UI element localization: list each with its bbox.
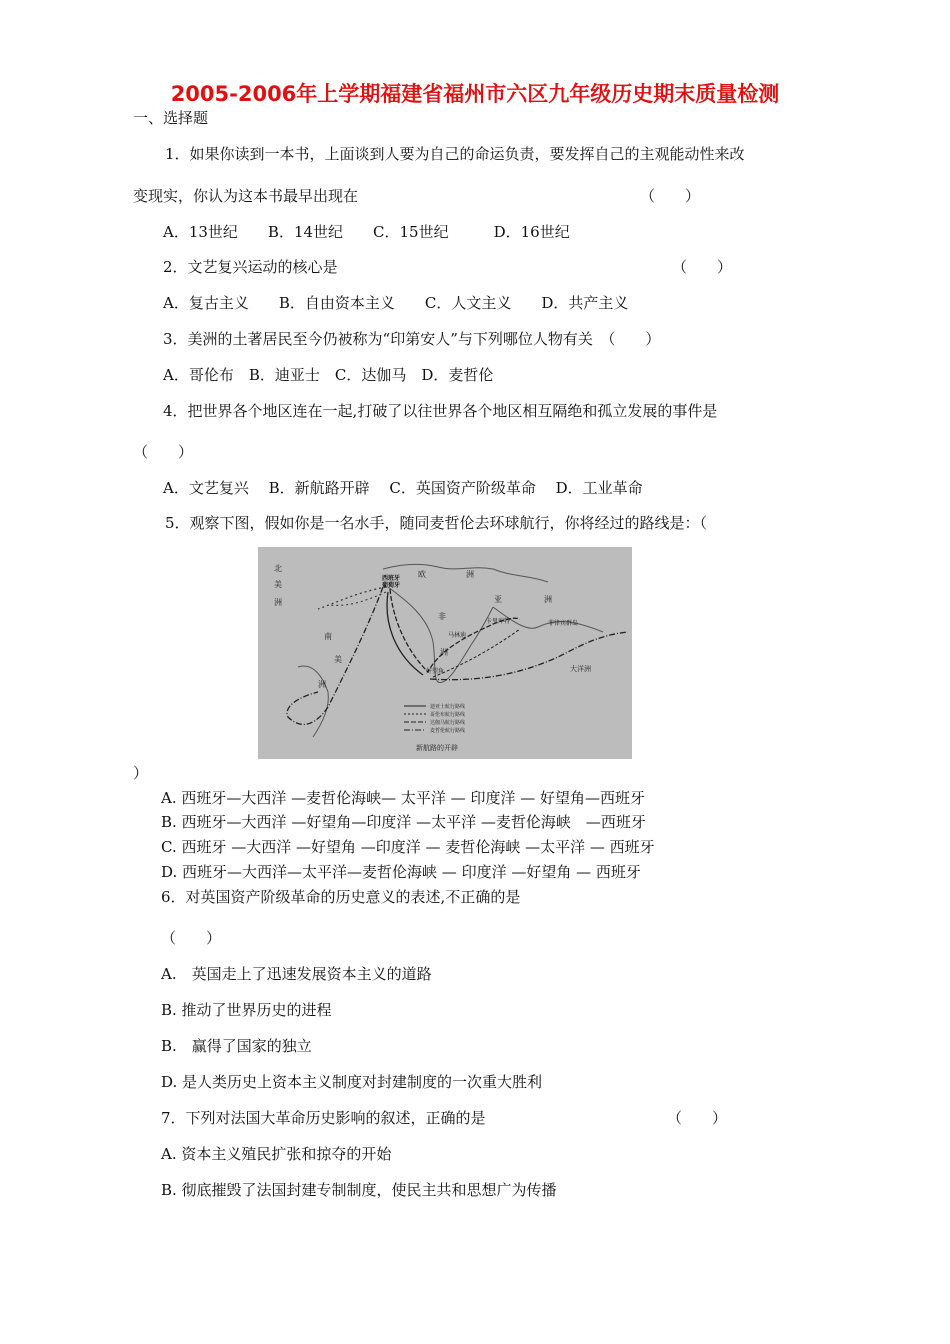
label-asia-1: 亚 <box>494 595 502 604</box>
label-portugal: 葡萄牙 <box>382 582 401 589</box>
q4-answer-blank: （ ） <box>133 443 194 461</box>
q6-option-c: B. 赢得了国家的独立 <box>161 1037 312 1055</box>
q4-options: A．文艺复兴 B．新航路开辟 C．英国资产阶级革命 D．工业革命 <box>163 479 643 497</box>
label-calicut: 卡里库特 <box>486 618 511 625</box>
label-south-america-2: 美 <box>334 655 342 664</box>
label-spain: 西班牙 <box>382 575 401 582</box>
q1-options: A．13世纪 B．14世纪 C．15世纪 D．16世纪 <box>163 223 570 241</box>
legend-dias: 迪亚士航行路线 <box>430 704 466 710</box>
q7-option-b: B. 彻底摧毁了法国封建专制制度，使民主共和思想广为传播 <box>161 1181 557 1199</box>
label-malindi: 马林迪 <box>448 632 467 639</box>
exam-title: 2005-2006年上学期福建省福州市六区九年级历史期末质量检测 <box>170 82 780 106</box>
q2-stem: 2．文艺复兴运动的核心是 <box>163 258 338 276</box>
q3-stem: 3．美洲的土著居民至今仍被称为“印第安人”与下列哪位人物有关 （ ） <box>163 330 661 348</box>
q2-options: A．复古主义 B．自由资本主义 C．人文主义 D．共产主义 <box>163 294 629 312</box>
label-asia-2: 洲 <box>544 595 552 604</box>
legend-magellan: 麦哲伦航行路线 <box>430 728 466 734</box>
label-europe-1: 欧 <box>418 570 426 579</box>
label-cape-of-good-hope: 好望角 <box>426 668 445 675</box>
q5-option-d: D. 西班牙—大西洋—太平洋—麦哲伦海峡 — 印度洋 —好望角 — 西班牙 <box>161 863 641 881</box>
new-sea-routes-map <box>258 547 632 759</box>
q6-stem: 6．对英国资产阶级革命的历史意义的表述,不正确的是 <box>161 888 521 906</box>
columbus-route <box>318 587 386 609</box>
magellan-route-return <box>430 632 628 680</box>
label-africa-1: 非 <box>438 612 446 621</box>
legend-gama: 达伽马航行路线 <box>430 720 466 726</box>
label-europe-2: 洲 <box>466 570 474 579</box>
label-africa-2: 洲 <box>440 648 448 657</box>
columbus-route-return <box>328 592 386 605</box>
q2-answer-blank: （ ） <box>672 258 733 276</box>
q6-option-d: D. 是人类历史上资本主义制度对封建制度的一次重大胜利 <box>161 1073 543 1091</box>
q4-stem: 4．把世界各个地区连在一起,打破了以往世界各个地区相互隔绝和孤立发展的事件是 <box>163 402 718 420</box>
q7-option-a: A. 资本主义殖民扩张和掠夺的开始 <box>161 1145 392 1163</box>
q5-stem: 5．观察下图，假如你是一名水手，随同麦哲伦去环球航行，你将经过的路线是：（ <box>165 514 708 532</box>
q5-option-a: A. 西班牙—大西洋 —麦哲伦海峡— 太平洋 — 印度洋 — 好望角—西班牙 <box>161 789 645 807</box>
label-north-america-3: 洲 <box>274 598 282 607</box>
q1-answer-blank: （ ） <box>640 187 701 205</box>
q7-answer-blank: （ ） <box>667 1109 728 1127</box>
label-south-america-1: 南 <box>324 632 332 641</box>
q1-stem-line-2: 变现实，你认为这本书最早出现在 <box>133 187 359 205</box>
q3-options: A．哥伦布 B．迪亚士 C．达伽马 D．麦哲伦 <box>163 366 494 384</box>
label-oceania: 大洋洲 <box>570 665 591 673</box>
q1-stem-line-1: 1．如果你读到一本书，上面谈到人要为自己的命运负责，要发挥自己的主观能动性来改 <box>165 145 745 163</box>
section-heading: 一、选择题 <box>133 109 209 127</box>
south-america-coast <box>298 666 328 737</box>
q6-option-a: A. 英国走上了迅速发展资本主义的道路 <box>161 965 432 983</box>
q5-paren-close: ） <box>133 764 149 782</box>
q7-stem: 7．下列对法国大革命历史影响的叙述，正确的是 <box>161 1109 486 1127</box>
label-north-america-1: 北 <box>274 564 282 573</box>
legend-columbus: 哥伦布航行路线 <box>430 712 466 718</box>
q5-option-c: C. 西班牙 —大西洋 —好望角 —印度洋 — 麦哲伦海峡 —太平洋 — 西班牙 <box>161 838 655 856</box>
q6-answer-blank: （ ） <box>161 929 222 947</box>
map-caption: 新航路的开辟 <box>416 744 458 752</box>
q6-option-b: B. 推动了世界历史的进程 <box>161 1001 332 1019</box>
q5-option-b: B. 西班牙—大西洋 —好望角—印度洋 —太平洋 —麦哲伦海峡 —西班牙 <box>161 813 646 831</box>
label-north-america-2: 美 <box>274 580 282 589</box>
label-philippines: 菲律宾群岛 <box>548 620 579 627</box>
label-south-america-3: 洲 <box>318 680 326 689</box>
